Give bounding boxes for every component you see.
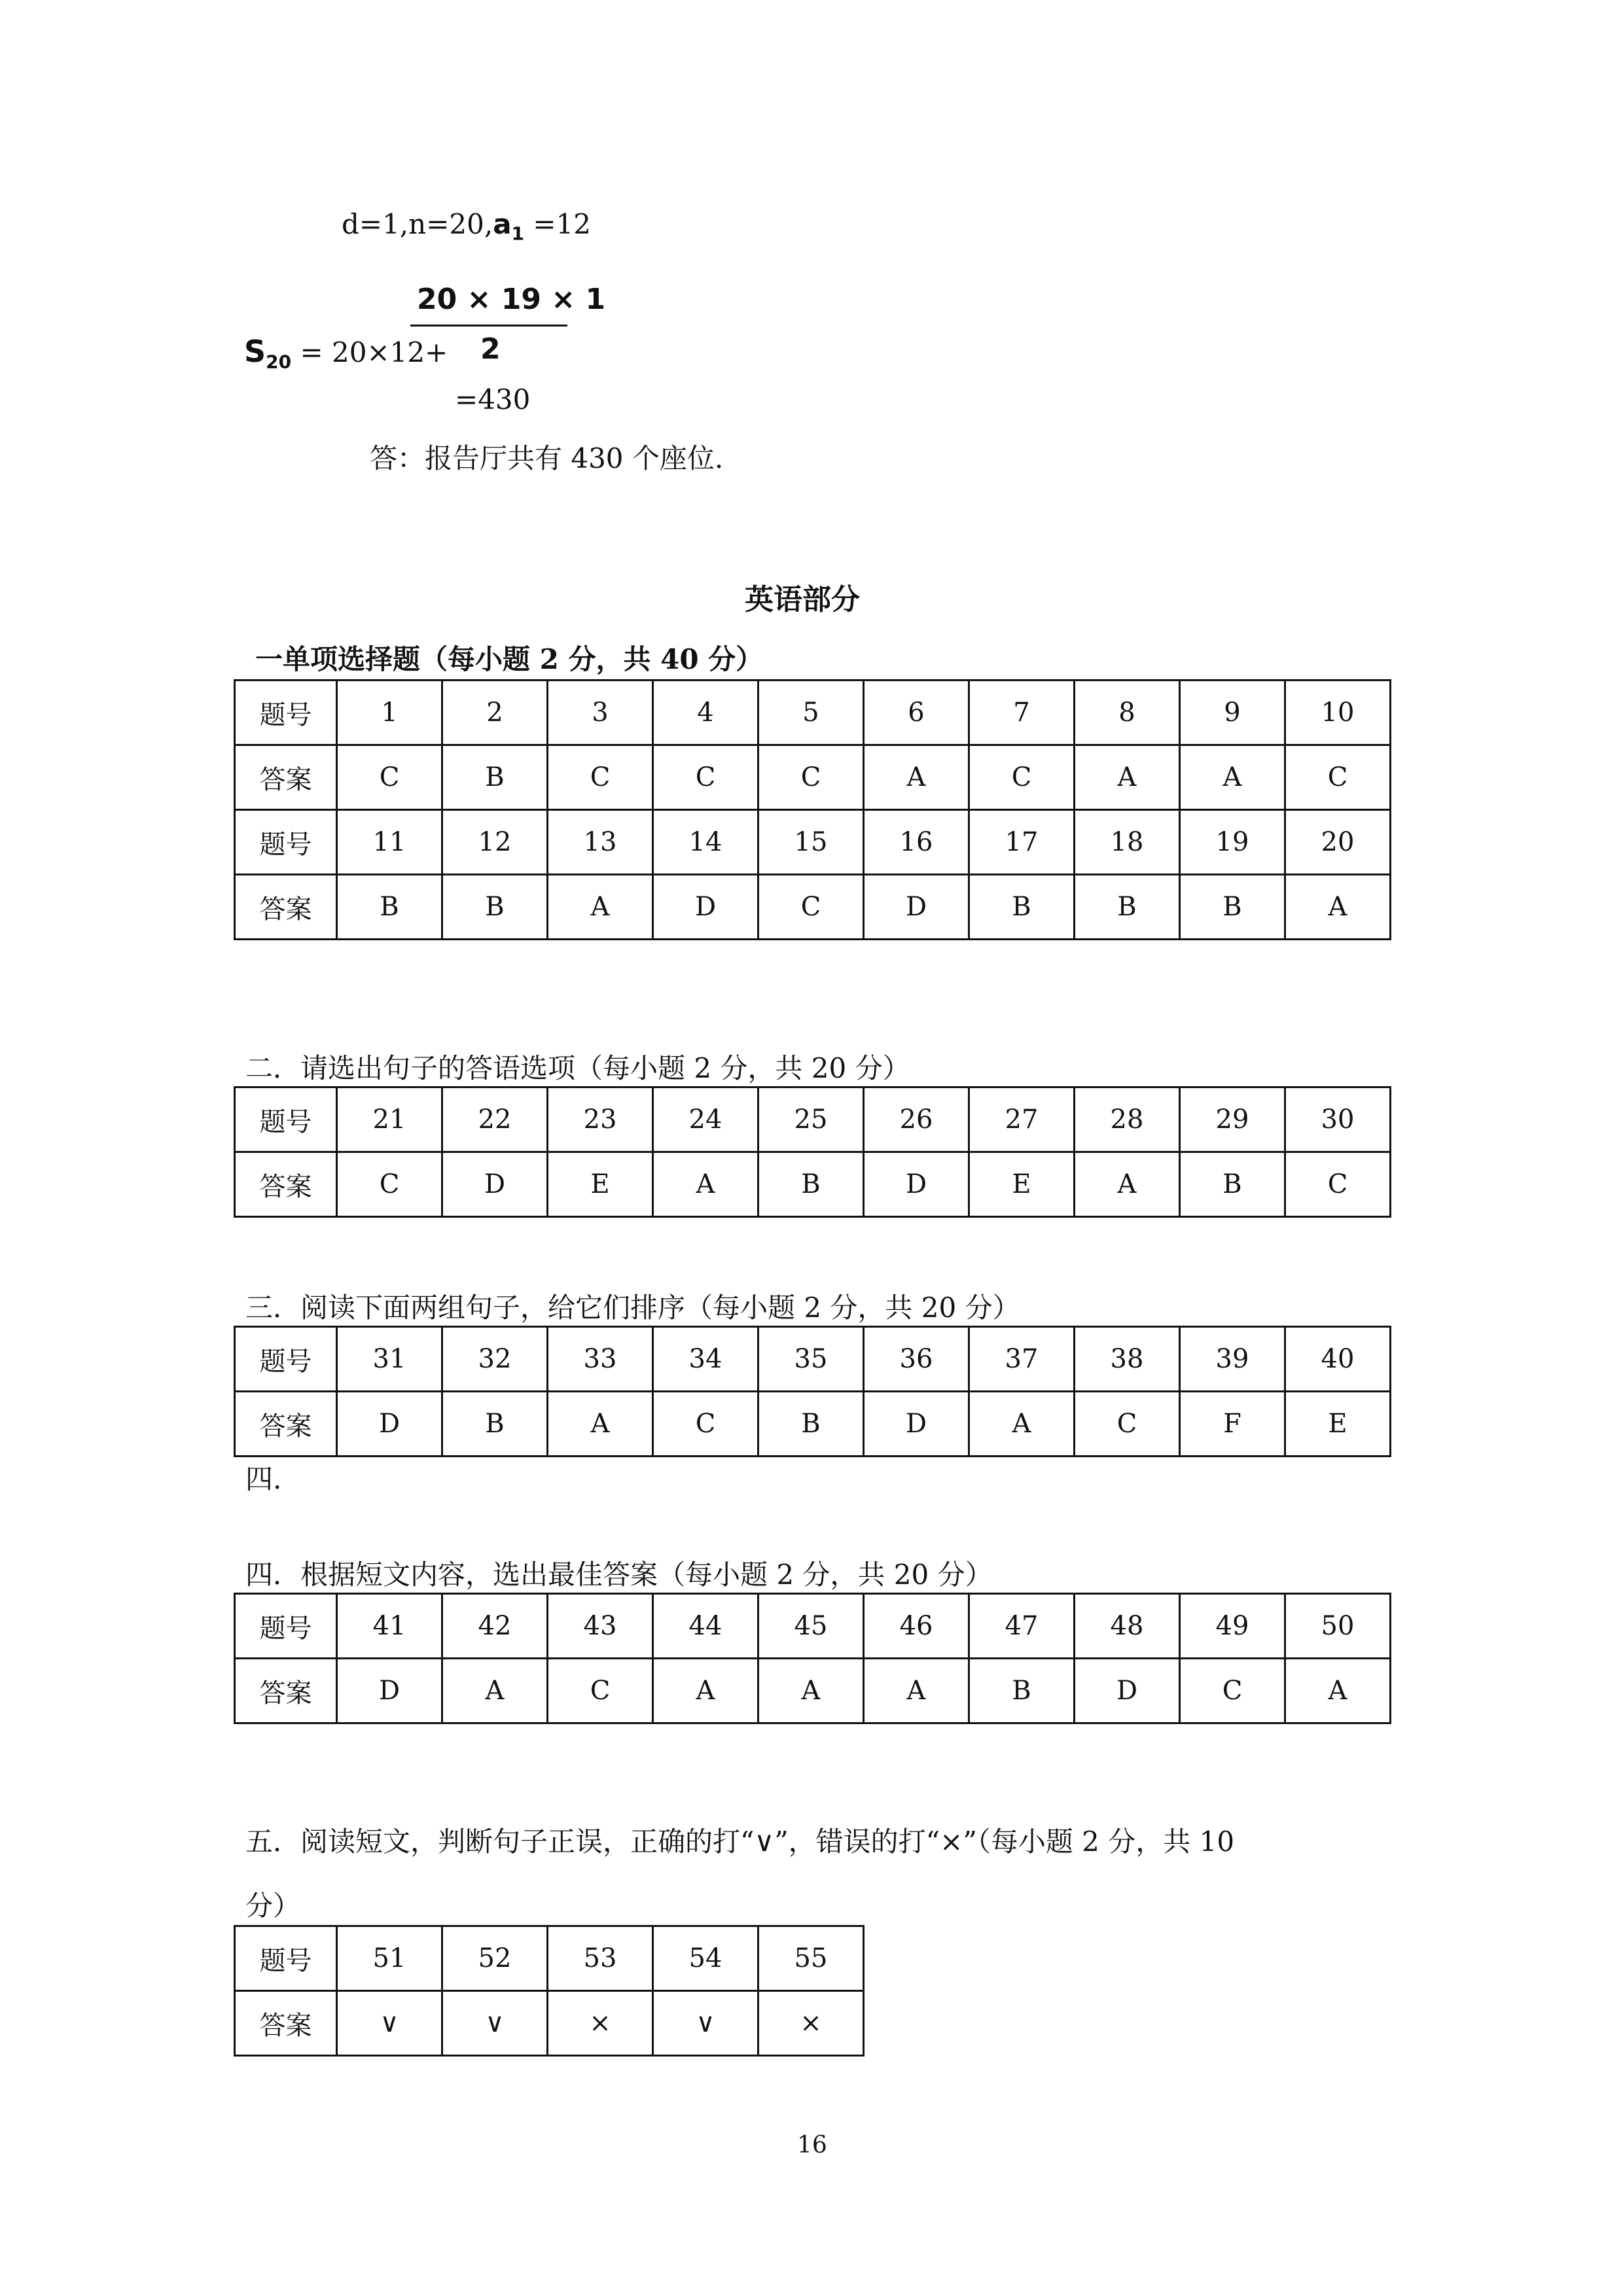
table-cell: A bbox=[758, 1659, 864, 1723]
table-cell: 44 bbox=[653, 1594, 758, 1659]
table-cell: 6 bbox=[864, 680, 969, 745]
table-cell: 41 bbox=[337, 1594, 442, 1659]
section-4-heading: 四．根据短文内容，选出最佳答案（每小题 2 分，共 20 分） bbox=[245, 1559, 993, 1591]
table-cell: E bbox=[969, 1152, 1075, 1217]
table-cell: 24 bbox=[653, 1087, 758, 1152]
table-cell: 9 bbox=[1180, 680, 1285, 745]
fraction-denominator: 2 bbox=[480, 332, 501, 366]
table-cell: 4 bbox=[653, 680, 758, 745]
table-row bbox=[235, 745, 1391, 810]
table-cell: D bbox=[653, 875, 758, 940]
table-cell: 5 bbox=[758, 680, 864, 745]
table-cell: 34 bbox=[653, 1327, 758, 1392]
table-cell: 37 bbox=[969, 1327, 1075, 1392]
table-row bbox=[235, 1327, 1391, 1392]
table-cell: C bbox=[337, 745, 442, 810]
table-row bbox=[235, 1392, 1391, 1457]
table-cell: 29 bbox=[1180, 1087, 1285, 1152]
section-2-heading: 二．请选出句子的答语选项（每小题 2 分，共 20 分） bbox=[245, 1052, 910, 1084]
answer-table-1 bbox=[234, 679, 1391, 940]
table-cell: 10 bbox=[1285, 680, 1391, 745]
row-label: 题号 bbox=[235, 810, 337, 875]
table-cell: D bbox=[864, 875, 969, 940]
answer-table-3 bbox=[234, 1326, 1391, 1457]
table-cell: 45 bbox=[758, 1594, 864, 1659]
table-cell: × bbox=[758, 1991, 864, 2056]
table-cell: C bbox=[653, 745, 758, 810]
table-cell: A bbox=[1285, 1659, 1391, 1723]
table-cell: × bbox=[548, 1991, 653, 2056]
table-row bbox=[235, 875, 1391, 940]
table-cell: 36 bbox=[864, 1327, 969, 1392]
table-cell: 21 bbox=[337, 1087, 442, 1152]
table-cell: 25 bbox=[758, 1087, 864, 1152]
table-cell: ∨ bbox=[442, 1991, 548, 2056]
table-cell: B bbox=[1180, 1152, 1285, 1217]
table-cell: A bbox=[1075, 1152, 1180, 1217]
table-cell: 52 bbox=[442, 1926, 548, 1991]
math-text: d=1,n=20, bbox=[342, 208, 493, 240]
page-number: 16 bbox=[797, 2132, 827, 2159]
table-cell: A bbox=[969, 1392, 1075, 1457]
row-label: 题号 bbox=[235, 680, 337, 745]
table-cell: 39 bbox=[1180, 1327, 1285, 1392]
table-cell: 26 bbox=[864, 1087, 969, 1152]
s-subscript: 20 bbox=[266, 351, 292, 373]
table-cell: 18 bbox=[1075, 810, 1180, 875]
table-cell: B bbox=[969, 1659, 1075, 1723]
table-cell: 38 bbox=[1075, 1327, 1180, 1392]
answer-table-2 bbox=[234, 1086, 1391, 1218]
table-cell: 55 bbox=[758, 1926, 864, 1991]
table-cell: ∨ bbox=[337, 1991, 442, 2056]
table-cell: D bbox=[1075, 1659, 1180, 1723]
answer-table-4 bbox=[234, 1593, 1391, 1724]
section-1-heading: 一单项选择题（每小题 2 分，共 40 分） bbox=[255, 643, 764, 675]
math-line-1 bbox=[342, 208, 591, 244]
row-label: 题号 bbox=[235, 1327, 337, 1392]
stray-text: 四. bbox=[245, 1463, 282, 1495]
table-cell: 22 bbox=[442, 1087, 548, 1152]
table-cell: C bbox=[758, 745, 864, 810]
table-cell: 43 bbox=[548, 1594, 653, 1659]
table-cell: A bbox=[864, 1659, 969, 1723]
table-cell: D bbox=[864, 1392, 969, 1457]
table-cell: D bbox=[337, 1659, 442, 1723]
table-cell: A bbox=[548, 1392, 653, 1457]
row-label: 答案 bbox=[235, 745, 337, 810]
a-subscript: 1 bbox=[511, 222, 525, 245]
table-cell: D bbox=[864, 1152, 969, 1217]
math-line-2 bbox=[244, 334, 448, 372]
table-cell: E bbox=[548, 1152, 653, 1217]
table-cell: 47 bbox=[969, 1594, 1075, 1659]
table-cell: 54 bbox=[653, 1926, 758, 1991]
table-row bbox=[235, 1991, 864, 2056]
table-cell: 7 bbox=[969, 680, 1075, 745]
table-cell: 46 bbox=[864, 1594, 969, 1659]
table-cell: C bbox=[1075, 1392, 1180, 1457]
table-cell: A bbox=[1285, 875, 1391, 940]
table-cell: 51 bbox=[337, 1926, 442, 1991]
section-title: 英语部分 bbox=[745, 583, 860, 616]
table-cell: A bbox=[548, 875, 653, 940]
math-text: =12 bbox=[524, 208, 592, 240]
table-cell: 11 bbox=[337, 810, 442, 875]
table-cell: C bbox=[1180, 1659, 1285, 1723]
table-cell: 1 bbox=[337, 680, 442, 745]
s-symbol: S bbox=[244, 334, 266, 369]
table-cell: 20 bbox=[1285, 810, 1391, 875]
table-cell: C bbox=[1285, 745, 1391, 810]
table-cell: 30 bbox=[1285, 1087, 1391, 1152]
table-cell: B bbox=[337, 875, 442, 940]
table-cell: D bbox=[337, 1392, 442, 1457]
section-3-heading: 三．阅读下面两组句子，给它们排序（每小题 2 分，共 20 分） bbox=[245, 1292, 1020, 1324]
table-cell: 17 bbox=[969, 810, 1075, 875]
table-cell: 13 bbox=[548, 810, 653, 875]
table-cell: B bbox=[442, 745, 548, 810]
answer-table-5 bbox=[234, 1925, 865, 2057]
table-cell: 8 bbox=[1075, 680, 1180, 745]
row-label: 答案 bbox=[235, 1152, 337, 1217]
table-cell: 32 bbox=[442, 1327, 548, 1392]
table-cell: B bbox=[442, 875, 548, 940]
table-cell: B bbox=[969, 875, 1075, 940]
table-cell: C bbox=[653, 1392, 758, 1457]
table-cell: 28 bbox=[1075, 1087, 1180, 1152]
table-cell: F bbox=[1180, 1392, 1285, 1457]
table-cell: 27 bbox=[969, 1087, 1075, 1152]
row-label: 题号 bbox=[235, 1087, 337, 1152]
table-cell: 19 bbox=[1180, 810, 1285, 875]
table-cell: C bbox=[548, 745, 653, 810]
table-cell: C bbox=[548, 1659, 653, 1723]
table-cell: D bbox=[442, 1152, 548, 1217]
math-answer: 答：报告厅共有 430 个座位. bbox=[370, 442, 724, 474]
math-text: = 20×12+ bbox=[291, 336, 448, 368]
table-cell: 31 bbox=[337, 1327, 442, 1392]
table-row bbox=[235, 1152, 1391, 1217]
table-cell: 49 bbox=[1180, 1594, 1285, 1659]
section-5-heading-line-2: 分） bbox=[245, 1890, 301, 1922]
table-row bbox=[235, 810, 1391, 875]
table-cell: 14 bbox=[653, 810, 758, 875]
table-cell: C bbox=[1285, 1152, 1391, 1217]
table-cell: ∨ bbox=[653, 1991, 758, 2056]
table-cell: 15 bbox=[758, 810, 864, 875]
row-label: 题号 bbox=[235, 1594, 337, 1659]
table-cell: A bbox=[1075, 745, 1180, 810]
table-cell: 53 bbox=[548, 1926, 653, 1991]
table-cell: 23 bbox=[548, 1087, 653, 1152]
table-cell: 3 bbox=[548, 680, 653, 745]
table-row bbox=[235, 680, 1391, 745]
table-row bbox=[235, 1087, 1391, 1152]
table-cell: 42 bbox=[442, 1594, 548, 1659]
table-row bbox=[235, 1926, 864, 1991]
fraction-numerator: 20 × 19 × 1 bbox=[417, 283, 606, 316]
table-cell: C bbox=[758, 875, 864, 940]
table-cell: A bbox=[442, 1659, 548, 1723]
table-cell: 2 bbox=[442, 680, 548, 745]
table-cell: 33 bbox=[548, 1327, 653, 1392]
table-cell: B bbox=[758, 1152, 864, 1217]
table-cell: 40 bbox=[1285, 1327, 1391, 1392]
table-cell: A bbox=[1180, 745, 1285, 810]
table-cell: C bbox=[969, 745, 1075, 810]
table-cell: 16 bbox=[864, 810, 969, 875]
table-cell: A bbox=[864, 745, 969, 810]
table-cell: B bbox=[442, 1392, 548, 1457]
table-cell: 50 bbox=[1285, 1594, 1391, 1659]
row-label: 答案 bbox=[235, 875, 337, 940]
table-cell: B bbox=[1075, 875, 1180, 940]
row-label: 答案 bbox=[235, 1659, 337, 1723]
table-cell: 35 bbox=[758, 1327, 864, 1392]
table-cell: E bbox=[1285, 1392, 1391, 1457]
table-cell: 12 bbox=[442, 810, 548, 875]
row-label: 题号 bbox=[235, 1926, 337, 1991]
table-row bbox=[235, 1659, 1391, 1723]
section-5-heading-line-1: 五．阅读短文，判断句子正误，正确的打“∨”，错误的打“×”（每小题 2 分，共 10 bbox=[245, 1826, 1235, 1858]
row-label: 答案 bbox=[235, 1392, 337, 1457]
table-row bbox=[235, 1594, 1391, 1659]
table-cell: C bbox=[337, 1152, 442, 1217]
table-cell: B bbox=[1180, 875, 1285, 940]
table-cell: A bbox=[653, 1659, 758, 1723]
row-label: 答案 bbox=[235, 1991, 337, 2056]
table-cell: 48 bbox=[1075, 1594, 1180, 1659]
fraction-bar bbox=[410, 325, 567, 327]
math-result: =430 bbox=[455, 383, 531, 415]
table-cell: A bbox=[653, 1152, 758, 1217]
table-cell: B bbox=[758, 1392, 864, 1457]
a-symbol: a bbox=[493, 208, 512, 240]
